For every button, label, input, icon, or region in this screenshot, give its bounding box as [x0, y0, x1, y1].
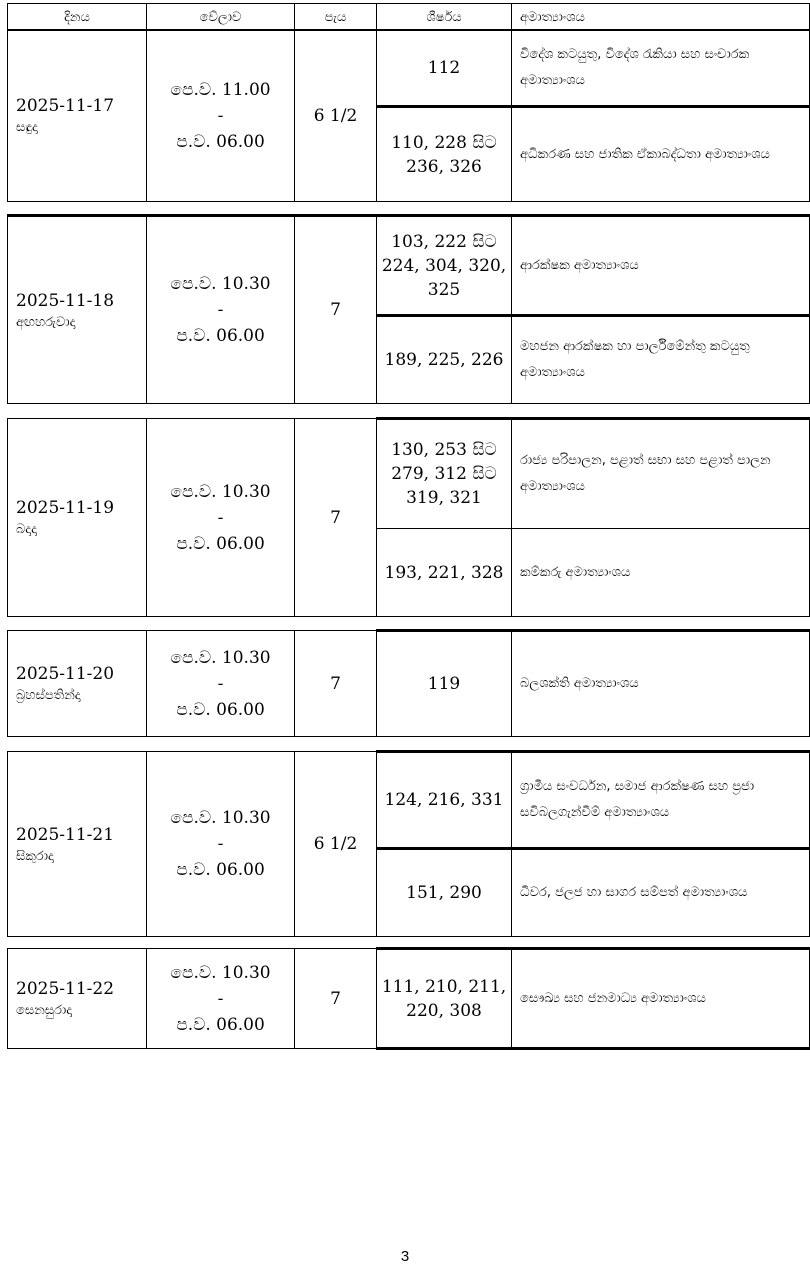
- time-to: ප.ව. 06.00: [176, 699, 265, 720]
- time-to: ප.ව. 06.00: [176, 131, 265, 152]
- heads-cell: 103, 222 සිට 224, 304, 320, 325: [377, 216, 512, 316]
- day-date: 2025-11-17: [16, 96, 115, 116]
- day-date: 2025-11-18: [16, 290, 115, 311]
- day-block: [7, 629, 810, 737]
- day-cell: [8, 631, 147, 737]
- table-row: [8, 752, 810, 849]
- day-cell: [8, 752, 147, 937]
- table-row: [8, 216, 810, 316]
- heads-cell: 130, 253 සිට 279, 312 සිට 319, 321: [377, 419, 512, 529]
- heads-cell: 112: [377, 30, 512, 107]
- time-dash: -: [217, 300, 224, 320]
- ministry-cell: සෞඛ්‍ය සහ ජනමාධ්‍ය අමාත්‍යාංශය: [512, 949, 810, 1049]
- hours-cell: 7: [295, 216, 377, 404]
- heads-cell: 110, 228 සිට 236, 326: [377, 107, 512, 202]
- time-cell: [147, 216, 295, 404]
- day-name: සිකුරාදා: [16, 848, 54, 864]
- time-cell: [147, 949, 295, 1049]
- time-dash: -: [217, 105, 224, 126]
- time-from: පෙ.ව. 11.00: [170, 79, 271, 100]
- day-cell: [8, 216, 147, 404]
- day-date: 2025-11-21: [16, 824, 115, 845]
- heads-cell: 193, 221, 328: [377, 529, 512, 617]
- header-row: [8, 4, 810, 31]
- hours-cell: 6 1/2: [295, 752, 377, 937]
- ministry-cell: ධීවර, ජලජ හා සාගර සම්පත් අමාත්‍යාංශය: [512, 849, 810, 937]
- time-to: ප.ව. 06.00: [176, 860, 265, 880]
- time-from: පෙ.ව. 10.30: [170, 962, 271, 983]
- heads-cell: 151, 290: [377, 849, 512, 937]
- time-cell: [147, 631, 295, 737]
- table-row: [8, 30, 810, 107]
- ministry-cell: රාජ්‍ය පරිපාලන, පළාත් සභා සහ පළාත් පාලන අමාත්‍යාංශය: [512, 419, 810, 529]
- header-date: දිනය: [8, 4, 147, 31]
- time-dash: -: [217, 673, 224, 694]
- header-ministry: අමාත්‍යාංශය: [512, 4, 810, 31]
- day-name: සඳුදා: [16, 120, 38, 135]
- day-block: [7, 750, 810, 937]
- day-name: අඟහරුවාදා: [16, 314, 76, 330]
- ministry-cell: බලශක්ති අමාත්‍යාංශය: [512, 631, 810, 737]
- time-dash: -: [217, 507, 224, 528]
- day-name: බ්‍රහස්පතින්දා: [16, 688, 81, 703]
- day-cell: [8, 949, 147, 1049]
- schedule-header-table: [7, 3, 810, 31]
- day-date: 2025-11-22: [16, 979, 115, 999]
- time-from: පෙ.ව. 10.30: [170, 647, 271, 668]
- table-row: [8, 949, 810, 1049]
- day-cell: [8, 419, 147, 617]
- time-from: පෙ.ව. 10.30: [170, 808, 271, 828]
- day-date: 2025-11-19: [16, 498, 115, 518]
- heads-cell: 189, 225, 226: [377, 316, 512, 404]
- hours-cell: 7: [295, 631, 377, 737]
- time-from: පෙ.ව. 10.30: [170, 274, 271, 294]
- ministry-cell: විදේශ කටයුතු, විදේශ රැකියා සහ සංචාරක අමාත්‍යාංශය: [512, 30, 810, 107]
- time-cell: [147, 30, 295, 202]
- time-to: ප.ව. 06.00: [176, 1014, 265, 1035]
- ministry-cell: ග්‍රාමීය සංවර්ධන, සමාජ ආරක්ෂණ සහ ප්‍රජා සවිබලගැන්වීම් අමාත්‍යාංශය: [512, 752, 810, 849]
- ministry-cell: කම්කරු අමාත්‍යාංශය: [512, 529, 810, 617]
- heads-cell: 119: [377, 631, 512, 737]
- time-dash: -: [217, 834, 224, 854]
- hours-cell: 6 1/2: [295, 30, 377, 202]
- ministry-cell: මහජන ආරක්ෂක හා පාර්ලිමේන්තු කටයුතු අමාත්‍යාංශය: [512, 316, 810, 404]
- header-hours: පැය: [295, 4, 377, 31]
- time-dash: -: [217, 988, 224, 1009]
- day-date: 2025-11-20: [16, 664, 115, 684]
- day-block: [7, 417, 810, 617]
- ministry-cell: අධිකරණ සහ ජාතික ඒකාබද්ධතා අමාත්‍යාංශය: [512, 107, 810, 202]
- day-block: [7, 29, 810, 202]
- day-block: [7, 947, 810, 1050]
- hours-cell: 7: [295, 419, 377, 617]
- table-row: [8, 631, 810, 737]
- hours-cell: 7: [295, 949, 377, 1049]
- header-time: වේලාව: [147, 4, 295, 31]
- time-to: ප.ව. 06.00: [176, 326, 265, 346]
- table-row: [8, 419, 810, 529]
- page-number: 3: [400, 1248, 410, 1265]
- time-cell: [147, 752, 295, 937]
- day-block: [7, 214, 810, 404]
- ministry-cell: ආරක්ෂක අමාත්‍යාංශය: [512, 216, 810, 316]
- heads-cell: 111, 210, 211, 220, 308: [377, 949, 512, 1049]
- header-heads: ශීර්ෂය: [377, 4, 512, 31]
- day-cell: [8, 30, 147, 202]
- time-from: පෙ.ව. 10.30: [170, 481, 271, 502]
- day-name: සෙනසුරාදා: [16, 1003, 73, 1018]
- time-to: ප.ව. 06.00: [176, 533, 265, 554]
- heads-cell: 124, 216, 331: [377, 752, 512, 849]
- time-cell: [147, 419, 295, 617]
- day-name: බදාදා: [16, 522, 37, 537]
